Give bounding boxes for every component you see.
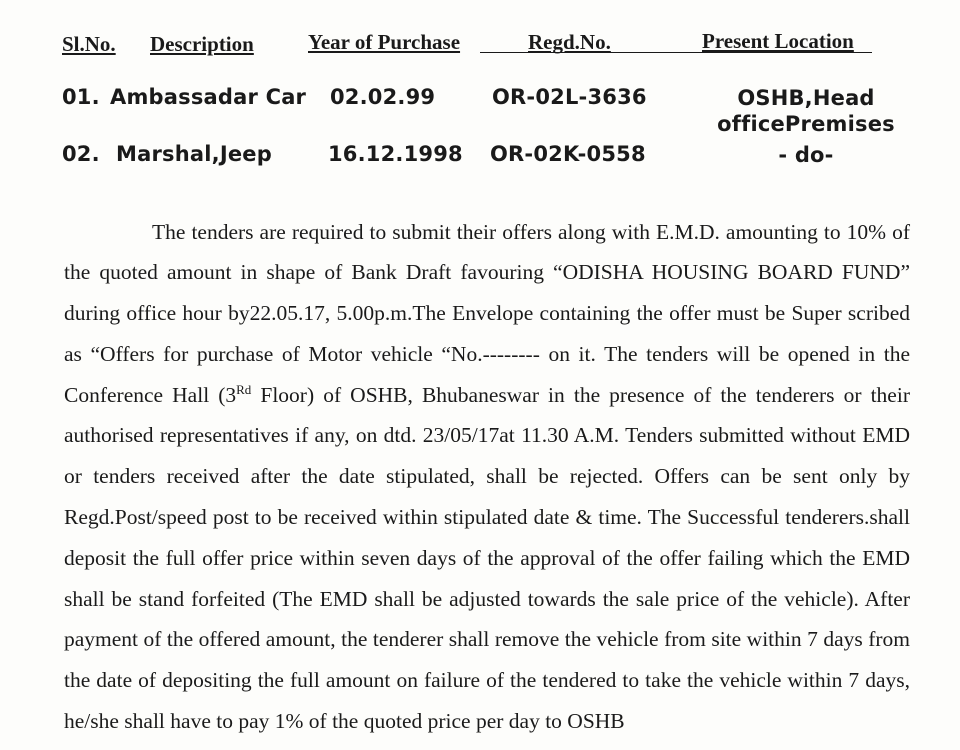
vehicle-row-1-year: 02.02.99 bbox=[330, 85, 436, 109]
header-present-location: Present Location bbox=[702, 29, 854, 53]
vehicle-row-2-description: Marshal,Jeep bbox=[116, 142, 272, 166]
vehicle-row-2-number: 02. bbox=[62, 142, 100, 166]
vehicle-row-2-regd: OR-02K-0558 bbox=[490, 142, 646, 166]
header-year-of-purchase: Year of Purchase bbox=[308, 30, 461, 54]
vehicle-row-2-location: - do- bbox=[778, 143, 834, 167]
paragraph-text-part-2: Floor) of OSHB, Bhubaneswar in the presence of the tenderers or their authorised representatives if any, on dtd. 23/05/17at 11.30 A.M. Tenders submitted without EMD or tenders received after the date stipulated, shall be rejected. Offers can be sent only by Regd.Post/speed post to be received within stipulated date & time. The Successful tenderers.shall deposit the full offer price within seven days of the approval of the offer failing which the EMD shall be stand forfeited (The EMD shall be adjusted towards the sale price of the vehicle). After payment of the offered amount, the tenderer shall remove the vehicle from site within 7 days from the date of depositing the full amount on failure of the tendered to take the vehicle within 7 days, he/she shall have to pay 1% of the quoted price per day to OSHB bbox=[64, 382, 910, 734]
header-regd-no: Regd.No. bbox=[528, 30, 611, 54]
paragraph-text-part-1: The tenders are required to submit their offers along with E.M.D. amounting to 10% of the quoted amount in shape of Bank Draft favouring “ODISHA HOUSING BOARD FUND” during office hour by22.05.17, 5.00p.m.The Envelope containing the offer must be Super scribed as “Offers for purchase of Motor vehicle “No.-------- on it. The tenders will be opened in the Conference Hall (3 bbox=[64, 219, 910, 407]
tender-terms-paragraph bbox=[64, 212, 910, 742]
header-description: Description bbox=[150, 32, 254, 56]
header-underline-rule bbox=[480, 52, 872, 53]
vehicle-row-1-number: 01. bbox=[62, 85, 100, 109]
vehicle-row-1-location: OSHB,Head officePremises bbox=[717, 86, 895, 136]
paragraph-ordinal-superscript: Rd bbox=[236, 381, 252, 397]
header-slno: Sl.No. bbox=[62, 32, 116, 56]
vehicle-row-2-year: 16.12.1998 bbox=[328, 142, 463, 166]
vehicle-row-1-regd: OR-02L-3636 bbox=[492, 85, 647, 109]
vehicle-row-1-description: Ambassadar Car bbox=[110, 85, 307, 109]
